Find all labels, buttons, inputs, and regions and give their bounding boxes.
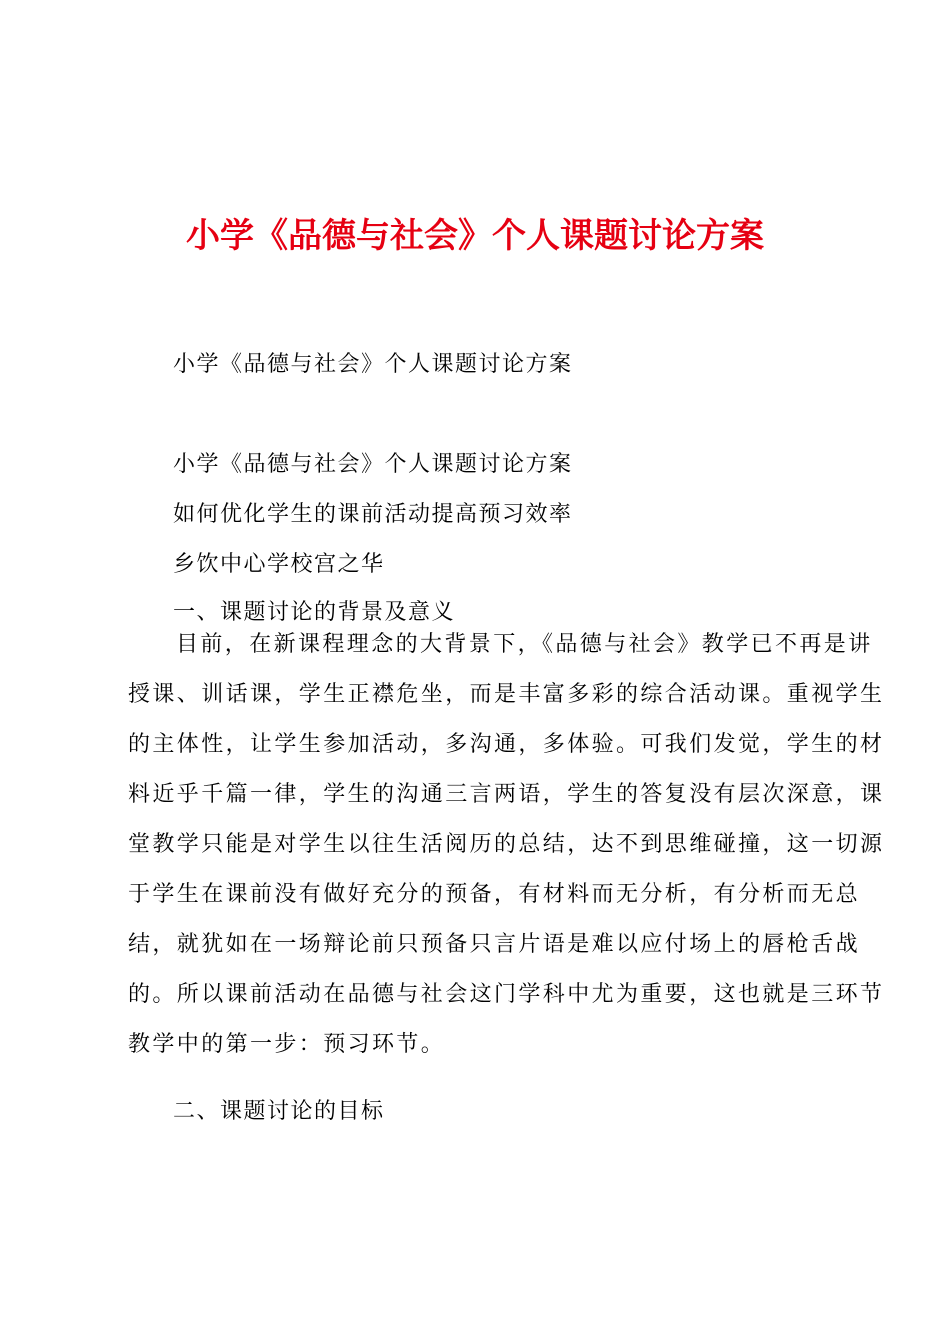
repeat-title-line: 小学《品德与社会》个人课题讨论方案	[173, 452, 573, 477]
author-line: 乡饮中心学校宫之华	[173, 552, 385, 577]
section-heading-1: 一、课题讨论的背景及意义	[173, 600, 456, 625]
paragraph-line: 堂教学只能是对学生以往生活阅历的总结，达不到思维碰撞，这一切源	[128, 832, 885, 857]
paragraph-line: 的主体性，让学生参加活动，多沟通，多体验。可我们发觉，学生的材	[128, 732, 885, 757]
paragraph-line: 料近乎千篇一律，学生的沟通三言两语，学生的答复没有层次深意，课	[128, 782, 885, 807]
paragraph-line: 授课、训话课，学生正襟危坐，而是丰富多彩的综合活动课。重视学生	[128, 682, 885, 707]
paragraph-line: 的。所以课前活动在品德与社会这门学科中尤为重要，这也就是三环节	[128, 982, 885, 1007]
section-heading-2: 二、课题讨论的目标	[173, 1099, 385, 1124]
paragraph-line: 于学生在课前没有做好充分的预备，有材料而无分析，有分析而无总	[128, 882, 861, 907]
topic-line: 如何优化学生的课前活动提高预习效率	[173, 502, 573, 527]
page-title: 小学《品德与社会》个人课题讨论方案	[186, 216, 764, 256]
body-paragraph	[128, 620, 885, 1070]
paragraph-line: 结，就犹如在一场辩论前只预备只言片语是难以应付场上的唇枪舌战	[128, 932, 861, 957]
paragraph-line: 教学中的第一步：预习环节。	[128, 1032, 446, 1057]
subtitle-line: 小学《品德与社会》个人课题讨论方案	[173, 352, 573, 377]
paragraph-line: 目前，在新课程理念的大背景下，《品德与社会》教学已不再是讲	[176, 632, 873, 657]
